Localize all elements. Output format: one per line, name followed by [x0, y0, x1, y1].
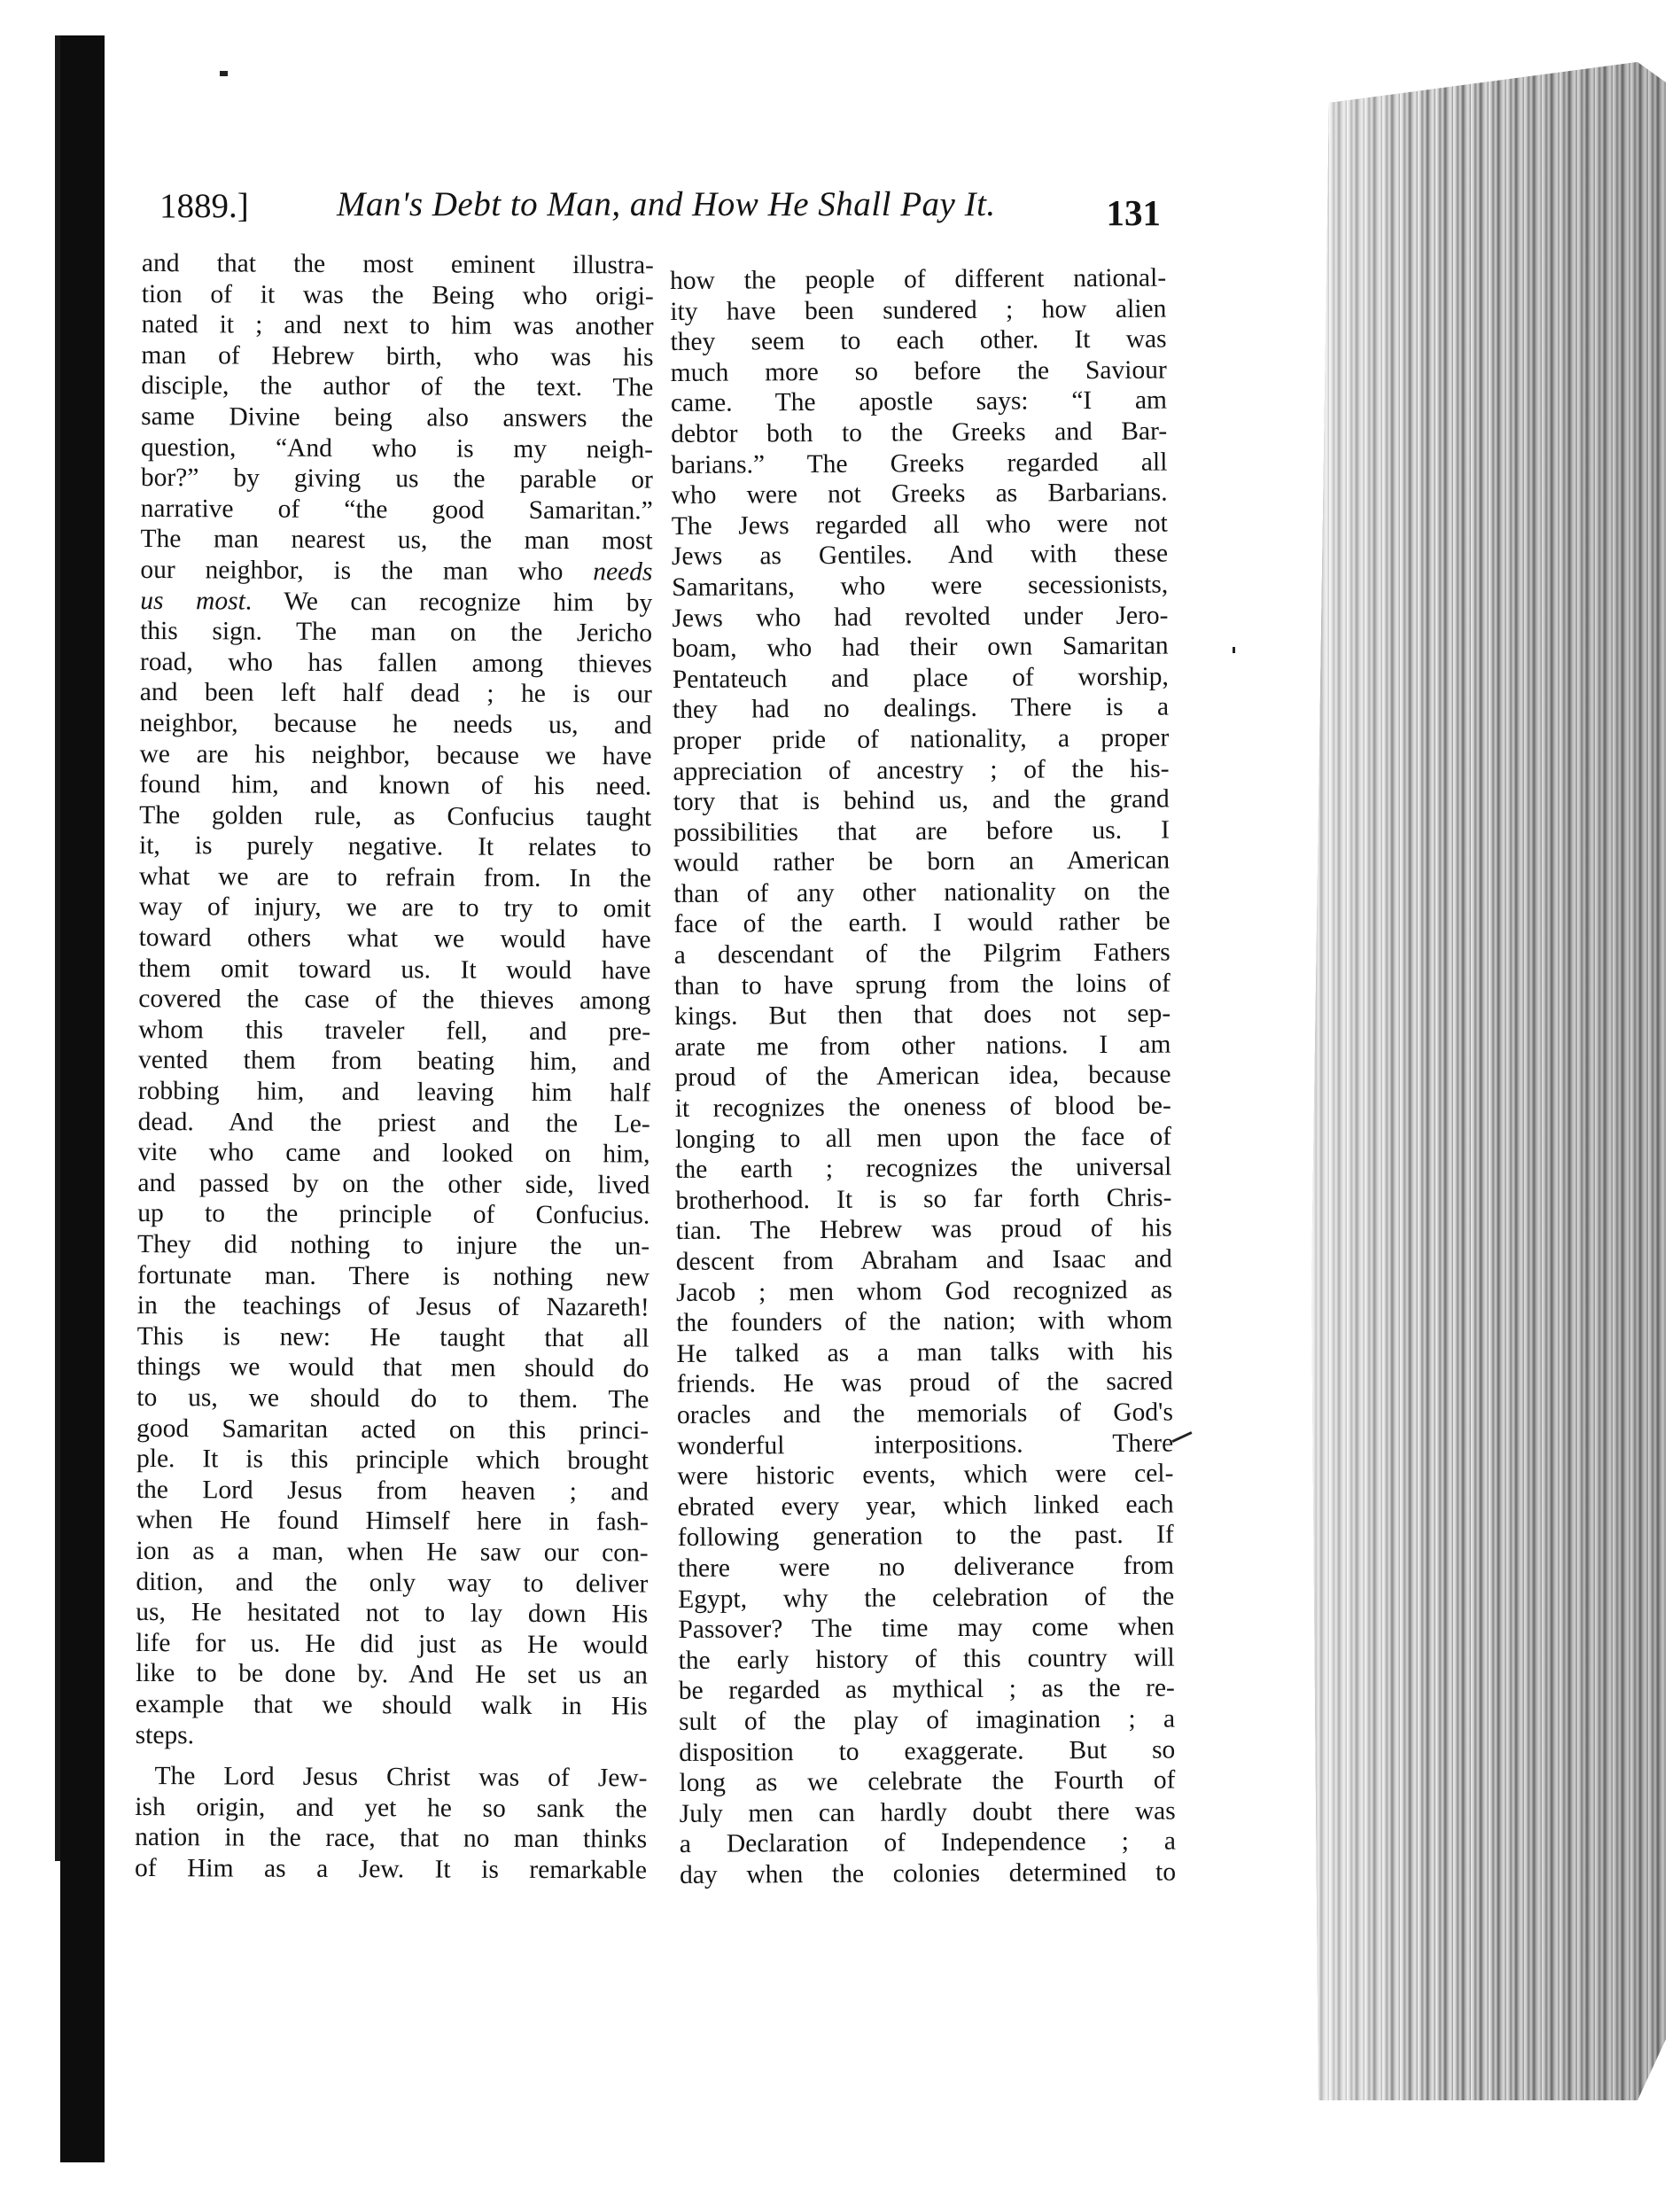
text-line: when He found Himself here in fash- [136, 1506, 649, 1537]
running-head-year: 1889.] [159, 187, 249, 225]
text-line: and been left half dead ; he is our [139, 678, 652, 709]
text-line: how the people of different national- [670, 263, 1167, 295]
text-line: debtor both to the Greeks and Bar- [671, 417, 1168, 448]
text-line: tion of it was the Being who origi- [141, 279, 654, 311]
text-line: vite who came and looked on him, [137, 1138, 650, 1169]
text-line: face of the earth. I would rather be [673, 907, 1171, 939]
text-line: it, is purely negative. It relates to [138, 831, 652, 862]
text-line: the founders of the nation; with whom [676, 1305, 1173, 1338]
text-line: Pentateuch and place of worship, [672, 662, 1169, 694]
text-line: The man nearest us, the man most [140, 525, 653, 556]
page-fore-edge-shading [1311, 62, 1666, 2100]
text-line: we are his neighbor, because we have [139, 739, 652, 771]
text-line: kings. But then that does not sep- [674, 999, 1171, 1032]
text-line: steps. [135, 1720, 195, 1749]
text-line: whom this traveler fell, and pre- [138, 1015, 651, 1047]
text-line: ish origin, and yet he so sank the [135, 1792, 648, 1824]
text-line: July men can hardly doubt there was [679, 1796, 1176, 1828]
text-line: this sign. The man on the Jericho [140, 617, 653, 648]
emphasis: us most [140, 586, 245, 616]
text-line: wonderful interpositions. There [677, 1429, 1174, 1460]
text-line: would rather be born an American [673, 845, 1171, 878]
text-line: road, who has fallen among thieves [139, 647, 653, 679]
left-text-column [135, 248, 654, 1886]
left-page-edge [0, 35, 60, 1861]
page-number: 131 [1106, 192, 1161, 233]
text-line: the early history of this country will [678, 1643, 1175, 1675]
text-line: longing to all men upon the face of [674, 1122, 1172, 1154]
scan-speck [1171, 1431, 1192, 1443]
text-line: vented them from beating him, and [137, 1046, 651, 1077]
right-text-column [670, 263, 1176, 1891]
text-line: tory that is behind us, and the grand [673, 784, 1170, 817]
text-line: nated it ; and next to him was another [141, 310, 654, 341]
text-line: proper pride of nationality, a proper [673, 723, 1170, 755]
text-line: Samaritans, who were secessionists, [672, 570, 1169, 602]
text-line: Jews who had revolted under Jero- [672, 601, 1169, 633]
text-line: us most. We can recognize him by [140, 586, 653, 618]
text-line: ple. It is this principle which brought [136, 1445, 649, 1476]
text-line: they had no dealings. There is a [672, 692, 1170, 725]
text-line: long as we celebrate the Fourth of [679, 1765, 1176, 1798]
text-line: ion as a man, when He saw our con- [136, 1536, 649, 1568]
text-line: bor?” by giving us the parable or [140, 463, 653, 495]
text-line: This is new: He taught that all [136, 1321, 649, 1353]
text-line: man of Hebrew birth, who was his [141, 340, 654, 372]
text-line: our neighbor, is the man who needs [140, 555, 653, 587]
text-line: Egypt, why the celebration of the [678, 1582, 1175, 1614]
text-line: narrative of “the good Samaritan.” [140, 494, 653, 526]
text-line: day when the colonies determined to [679, 1858, 1177, 1889]
text-line: the Lord Jesus from heaven ; and [136, 1475, 649, 1507]
text-line: Passover? The time may come when [678, 1612, 1175, 1645]
text-line: things we would that men should do [136, 1352, 649, 1383]
text-line: friends. He was proud of the sacred [676, 1367, 1173, 1399]
text-line: it recognizes the oneness of blood be- [674, 1091, 1171, 1124]
text-line: brotherhood. It is so far forth Chris- [675, 1183, 1172, 1215]
text-line: tian. The Hebrew was proud of his [675, 1213, 1172, 1246]
text-line: The Jews regarded all who were not [671, 509, 1168, 541]
text-line: toward others what we would have [138, 923, 651, 954]
text-line: than of any other nationality on the [673, 876, 1171, 908]
emphasis: needs [593, 557, 653, 587]
text-line: oracles and the memorials of God's [676, 1398, 1174, 1429]
text-line: They did nothing to injure the un- [137, 1229, 650, 1261]
text-line: good Samaritan acted on this princi- [136, 1414, 649, 1445]
text-line: appreciation of ancestry ; of the his- [673, 754, 1170, 786]
text-line: proud of the American idea, because [674, 1060, 1171, 1093]
scan-speck [220, 71, 228, 76]
text-line: possibilities that are before us. I [673, 815, 1170, 847]
text-line: example that we should walk in His [135, 1689, 648, 1721]
text-line: a descendant of the Pilgrim Fathers [673, 938, 1171, 970]
text-line: neighbor, because he needs us, and [139, 708, 652, 740]
text-line: them omit toward us. It would have [138, 954, 651, 985]
text-line: He talked as a man talks with his [676, 1336, 1173, 1368]
text-line: like to be done by. And He set us an [135, 1659, 649, 1690]
text-line: than to have sprung from the loins of [673, 969, 1171, 1001]
text-line: dead. And the priest and the Le- [137, 1107, 650, 1139]
bottom-margin [0, 2189, 1680, 2212]
text-line: robbing him, and leaving him half [137, 1077, 650, 1108]
text-line: same Divine being also answers the [141, 401, 654, 433]
text-line: life for us. He did just as He would [136, 1628, 649, 1660]
text-line: of Him as a Jew. It is remarkable [134, 1853, 648, 1885]
text-line: following generation to the past. If [677, 1520, 1174, 1553]
running-head-title: Man's Debt to Man, and How He Shall Pay It. [337, 185, 996, 223]
text-line: up to the principle of Confucius. [137, 1199, 650, 1230]
text-line: who were not Greeks as Barbarians. [671, 478, 1168, 510]
scan-speck [1233, 647, 1235, 653]
text-line: ebrated every year, which linked each [677, 1490, 1174, 1522]
text-line: be regarded as mythical ; as the re- [678, 1673, 1175, 1706]
text-line: ity have been sundered ; how alien [670, 294, 1167, 326]
book-spine-shadow [60, 35, 105, 2162]
text-line: arate me from other nations. I am [674, 1030, 1171, 1062]
text-line: came. The apostle says: “I am [670, 386, 1168, 418]
text-line: what we are to refrain from. In the [138, 861, 651, 893]
text-line: The golden rule, as Confucius taught [139, 800, 652, 832]
text-line: fortunate man. There is nothing new [136, 1260, 650, 1292]
text-line: Jacob ; men whom God recognized as [675, 1275, 1173, 1307]
text-line: question, “And who is my neigh- [140, 432, 654, 464]
text-line: boam, who had their own Samaritan [672, 631, 1169, 664]
text-line: descent from Abraham and Isaac and [675, 1244, 1172, 1276]
text-line: and that the most eminent illustra- [141, 249, 654, 280]
text-line: The Lord Jesus Christ was of Jew- [154, 1762, 648, 1793]
text-line: to us, we should do to them. The [136, 1382, 649, 1414]
text-line: were historic events, which were cel- [677, 1459, 1174, 1492]
text-line: they seem to each other. It was [670, 324, 1167, 357]
text-line: much more so before the Saviour [670, 355, 1167, 387]
text-line: dition, and the only way to deliver [136, 1567, 649, 1599]
text-line: covered the case of the thieves among [138, 985, 651, 1016]
text-line: found him, and known of his need. [139, 770, 652, 801]
text-line: disposition to exaggerate. But so [679, 1735, 1176, 1767]
text-line: a Declaration of Independence ; a [679, 1826, 1176, 1859]
text-line: in the teachings of Jesus of Nazareth! [136, 1291, 649, 1322]
text-line: disciple, the author of the text. The [141, 371, 654, 402]
text-line: way of injury, we are to try to omit [138, 892, 651, 923]
text-line: nation in the race, that no man thinks [135, 1823, 648, 1854]
text-line: and passed by on the other side, lived [137, 1168, 650, 1200]
text-line: there were no deliverance from [677, 1551, 1175, 1583]
text-line: the earth ; recognizes the universal [675, 1152, 1172, 1185]
text-line: us, He hesitated not to lay down His [136, 1598, 649, 1629]
text-line: barians.” The Greeks regarded all [671, 448, 1168, 479]
text-line: sult of the play of imagination ; a [678, 1704, 1176, 1736]
text-line: Jews as Gentiles. And with these [671, 539, 1169, 572]
running-head [159, 177, 1161, 239]
